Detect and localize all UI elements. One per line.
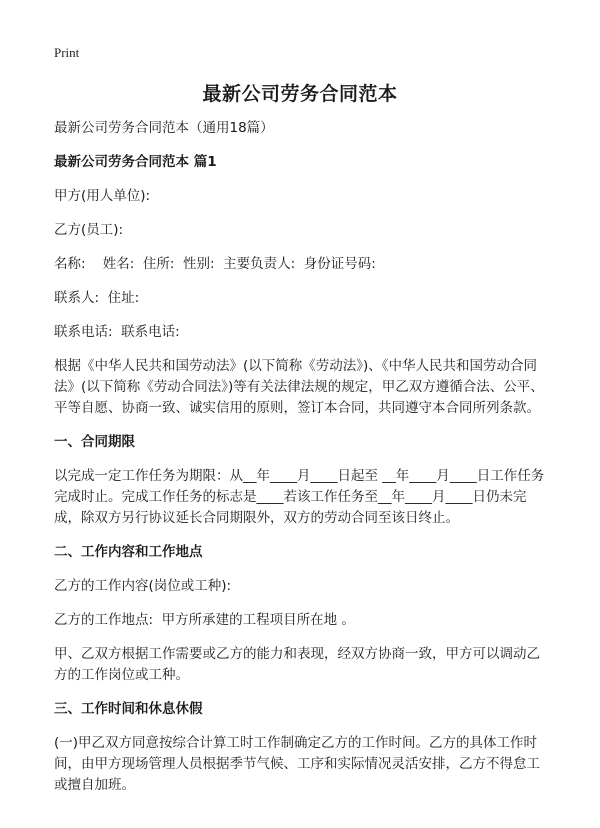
document-body: [54, 118, 552, 809]
page-title: 最新公司劳务合同范本: [202, 83, 398, 105]
contact-line: 联系人: 住址:: [54, 290, 140, 306]
party-b-line: 乙方(员工):: [54, 222, 124, 238]
term-paragraph: 以完成一定工作任务为期限：从__年____月____日起至 __年____月____日工作任务完成时止。完成工作任务的标志是____若该工作任务至__年____月____日仍未完成，除双方另行协议延长合同期限外，双方的劳动合同至该日终止。: [54, 468, 545, 526]
intro-paragraph: 根据《中华人民共和国劳动法》(以下简称《劳动法》)、《中华人民共和国劳动合同法》(以下简称《劳动合同法》)等有关法律法规的规定，甲乙双方遵循合法、公平、平等自愿、协商一致、诚实信用的原则，签订本合同，共同遵守本合同所列条款。: [54, 358, 544, 416]
work-place-line: 乙方的工作地点: 甲方所承建的工程项目所在地 。: [54, 612, 355, 628]
section-title: 最新公司劳务合同范本 篇1: [54, 154, 217, 170]
print-link[interactable]: Print: [54, 45, 80, 60]
adjust-paragraph: 甲、乙双方根据工作需要或乙方的能力和表现，经双方协商一致，甲方可以调动乙方的工作岗位或工种。: [54, 646, 540, 683]
hours-paragraph: (一)甲乙双方同意按综合计算工时工作制确定乙方的工作时间。乙方的具体工作时间，由甲方现场管理人员根据季节气候、工序和实际情况灵活安排，乙方不得怠工或擅自加班。: [54, 735, 540, 793]
heading-contract-term: 一、合同期限: [54, 434, 135, 450]
heading-work-hours: 三、工作时间和休息休假: [54, 701, 203, 717]
fields-line: 名称: 姓名: 住所: 性别: 主要负责人: 身份证号码:: [54, 256, 376, 272]
document-subtitle: 最新公司劳务合同范本（通用18篇）: [54, 120, 274, 136]
phone-line: 联系电话: 联系电话:: [54, 324, 180, 340]
party-a-line: 甲方(用人单位):: [54, 188, 151, 204]
work-content-line: 乙方的工作内容(岗位或工种):: [54, 578, 232, 594]
heading-work-content: 二、工作内容和工作地点: [54, 544, 203, 560]
